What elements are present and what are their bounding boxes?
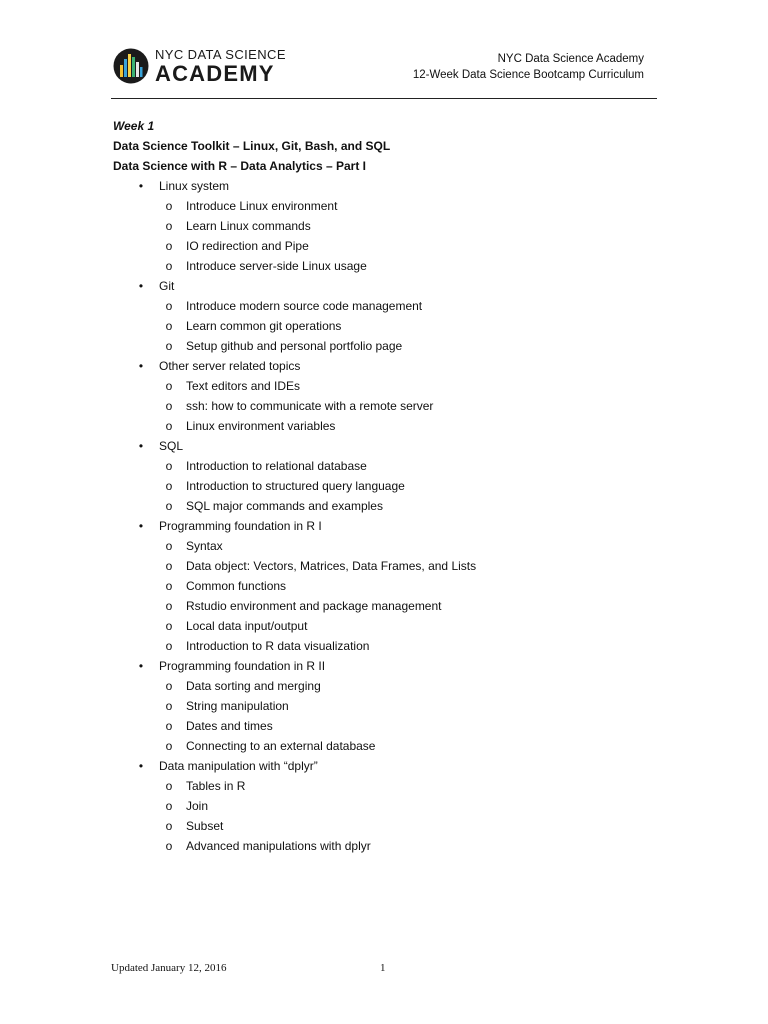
subtopic-item (159, 536, 653, 556)
subtopic-label: Dates and times (186, 719, 273, 733)
section-title-toolkit: Data Science Toolkit – Linux, Git, Bash, and SQL (113, 139, 391, 153)
circle-bullet-icon: o (165, 839, 173, 853)
subtopic-label: Text editors and IDEs (186, 379, 301, 393)
subtopic-label: Introduce Linux environment (186, 199, 338, 213)
subtopic-item (159, 556, 653, 576)
subtopic-item (159, 816, 653, 836)
topic-label: Programming foundation in R I (159, 519, 322, 533)
subtopic-label: Join (186, 799, 209, 813)
circle-bullet-icon: o (165, 599, 173, 613)
topic-item (113, 516, 653, 656)
subtopic-label: Subset (186, 819, 224, 833)
subtopic-item (159, 736, 653, 756)
subtopic-item (159, 376, 653, 396)
subtopic-item (159, 236, 653, 256)
subtopic-item (159, 716, 653, 736)
subtopics-list (159, 676, 653, 756)
subtopics-list (159, 536, 653, 656)
logo-wordmark (155, 48, 286, 85)
subtopic-label: Connecting to an external database (186, 739, 376, 753)
doc-title: 12-Week Data Science Bootcamp Curriculum (412, 69, 644, 81)
subtopic-item (159, 836, 653, 856)
topic-item (113, 176, 653, 276)
circle-bullet-icon: o (165, 259, 173, 273)
subtopic-label: Introduce server-side Linux usage (186, 259, 367, 273)
subtopic-label: Data sorting and merging (186, 679, 321, 693)
circle-bullet-icon: o (165, 559, 173, 573)
circle-bullet-icon: o (165, 539, 173, 553)
circle-bullet-icon: o (165, 619, 173, 633)
subtopics-list (159, 296, 653, 356)
subtopic-item (159, 196, 653, 216)
footer-page-number: 1 (380, 962, 386, 974)
subtopic-item (159, 296, 653, 316)
circle-bullet-icon: o (165, 319, 173, 333)
circle-bullet-icon: o (165, 579, 173, 593)
circle-bullet-icon: o (165, 819, 173, 833)
subtopic-item (159, 776, 653, 796)
subtopic-label: ssh: how to communicate with a remote server (186, 399, 434, 413)
circle-bullet-icon: o (165, 459, 173, 473)
topic-item (113, 356, 653, 436)
topic-label: Other server related topics (159, 359, 301, 373)
subtopic-label: Advanced manipulations with dplyr (186, 839, 371, 853)
subtopics-list (159, 456, 653, 516)
circle-bullet-icon: o (165, 779, 173, 793)
logo-line-2: ACADEMY (155, 60, 275, 86)
subtopic-label: Introduction to R data visualization (186, 639, 370, 653)
subtopic-label: Setup github and personal portfolio page (186, 339, 403, 353)
circle-bullet-icon: o (165, 419, 173, 433)
footer-updated-date: Updated January 12, 2016 (111, 962, 227, 974)
subtopic-item (159, 796, 653, 816)
bullet-icon: • (138, 179, 144, 193)
circle-bullet-icon: o (165, 239, 173, 253)
subtopics-list (159, 376, 653, 436)
subtopic-item (159, 696, 653, 716)
subtopic-label: String manipulation (186, 699, 289, 713)
circle-bullet-icon: o (165, 739, 173, 753)
topic-label: Programming foundation in R II (159, 659, 326, 673)
subtopic-item (159, 576, 653, 596)
subtopic-label: Introduction to structured query language (186, 479, 405, 493)
circle-bullet-icon: o (165, 199, 173, 213)
subtopics-list (159, 196, 653, 276)
subtopic-item (159, 616, 653, 636)
subtopic-item (159, 396, 653, 416)
topic-item (113, 436, 653, 516)
subtopic-item (159, 256, 653, 276)
header-info (413, 51, 644, 83)
topics-list (113, 176, 653, 856)
bullet-icon: • (138, 279, 144, 293)
circle-bullet-icon: o (165, 719, 173, 733)
circle-bullet-icon: o (165, 639, 173, 653)
subtopic-label: Linux environment variables (186, 419, 336, 433)
subtopic-item (159, 596, 653, 616)
subtopic-label: Learn Linux commands (186, 219, 311, 233)
topic-item (113, 276, 653, 356)
circle-bullet-icon: o (165, 379, 173, 393)
subtopic-item (159, 496, 653, 516)
circle-bullet-icon: o (165, 699, 173, 713)
circle-bullet-icon: o (165, 479, 173, 493)
subtopic-label: Common functions (186, 579, 287, 593)
bullet-icon: • (138, 519, 144, 533)
bullet-icon: • (138, 359, 144, 373)
subtopic-item (159, 636, 653, 656)
header-divider (111, 98, 657, 99)
circle-bullet-icon: o (165, 299, 173, 313)
circle-bullet-icon: o (165, 679, 173, 693)
week-title: Week 1 (113, 119, 155, 133)
subtopic-label: IO redirection and Pipe (186, 239, 309, 253)
topic-label: Git (159, 279, 175, 293)
subtopic-label: Learn common git operations (186, 319, 342, 333)
logo-line-1: NYC DATA SCIENCE (155, 46, 286, 62)
subtopic-item (159, 316, 653, 336)
bullet-icon: • (138, 659, 144, 673)
circle-bullet-icon: o (165, 339, 173, 353)
subtopic-label: Local data input/output (186, 619, 308, 633)
subtopic-label: Introduce modern source code management (186, 299, 423, 313)
curriculum-content (113, 116, 653, 856)
topic-item (113, 656, 653, 756)
subtopic-label: SQL major commands and examples (186, 499, 383, 513)
subtopic-label: Introduction to relational database (186, 459, 367, 473)
skyline-logo-icon (113, 48, 149, 84)
circle-bullet-icon: o (165, 399, 173, 413)
subtopics-list (159, 776, 653, 856)
topic-label: Data manipulation with “dplyr” (159, 759, 318, 773)
subtopic-item (159, 216, 653, 236)
subtopic-item (159, 336, 653, 356)
subtopic-label: Rstudio environment and package management (186, 599, 442, 613)
org-name: NYC Data Science Academy (497, 53, 644, 65)
topic-label: Linux system (159, 179, 230, 193)
circle-bullet-icon: o (165, 219, 173, 233)
academy-logo (113, 46, 286, 86)
section-title-r-analytics: Data Science with R – Data Analytics – Part I (113, 159, 366, 173)
subtopic-label: Syntax (186, 539, 223, 553)
subtopic-label: Tables in R (186, 779, 246, 793)
bullet-icon: • (138, 759, 144, 773)
topic-label: SQL (159, 439, 184, 453)
subtopic-item (159, 416, 653, 436)
subtopic-item (159, 676, 653, 696)
circle-bullet-icon: o (165, 799, 173, 813)
bullet-icon: • (138, 439, 144, 453)
circle-bullet-icon: o (165, 499, 173, 513)
subtopic-item (159, 476, 653, 496)
subtopic-item (159, 456, 653, 476)
topic-item (113, 756, 653, 856)
subtopic-label: Data object: Vectors, Matrices, Data Frames, and Lists (186, 559, 477, 573)
